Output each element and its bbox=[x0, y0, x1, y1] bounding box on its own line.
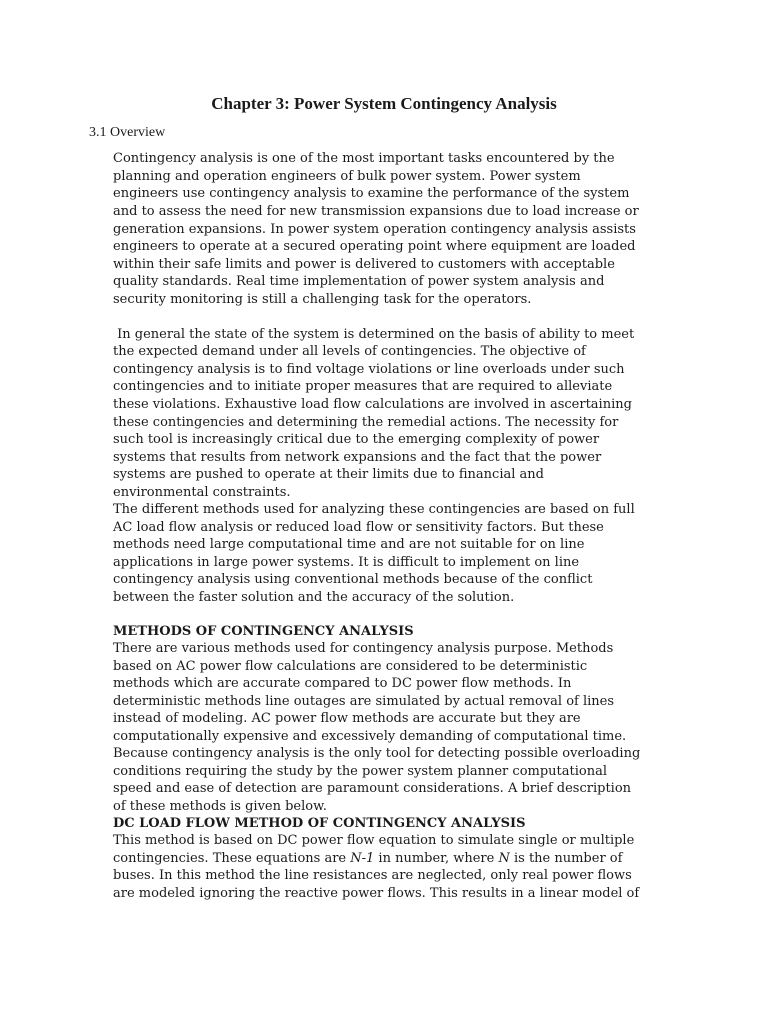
paragraph-line: security monitoring is still a challenging task for the operators. bbox=[113, 292, 532, 307]
paragraph-line: engineers to operate at a secured operating point where equipment are loaded bbox=[113, 239, 636, 254]
paragraph-line: This method is based on DC power flow equation to simulate single or multiple bbox=[113, 833, 635, 848]
paragraph-line: The different methods used for analyzing these contingencies are based on full bbox=[113, 502, 635, 517]
paragraph-line: generation expansions. In power system operation contingency analysis assists bbox=[113, 222, 636, 237]
paragraph-line bbox=[113, 850, 622, 868]
paragraph-line: within their safe limits and power is delivered to customers with acceptable bbox=[113, 257, 615, 272]
paragraph-line: engineers use contingency analysis to examine the performance of the system bbox=[113, 186, 630, 201]
paragraph-line: instead of modeling. AC power flow methods are accurate but they are bbox=[113, 711, 581, 726]
paragraph-line: conditions requiring the study by the power system planner computational bbox=[113, 764, 607, 779]
paragraph-line: environmental constraints. bbox=[113, 485, 291, 500]
chapter-title: Chapter 3: Power System Contingency Analysis bbox=[211, 94, 557, 113]
paragraph-line: quality standards. Real time implementation of power system analysis and bbox=[113, 274, 605, 289]
italic-term: N bbox=[498, 851, 510, 866]
paragraph-line: systems are pushed to operate at their limits due to financial and bbox=[113, 467, 544, 482]
paragraph-line: such tool is increasingly critical due to the emerging complexity of power bbox=[113, 432, 600, 447]
text-run: in number, where bbox=[374, 851, 499, 866]
text-run: contingencies. These equations are bbox=[113, 851, 351, 866]
paragraph-line: Contingency analysis is one of the most important tasks encountered by the bbox=[113, 151, 615, 166]
paragraph-line: these violations. Exhaustive load flow calculations are involved in ascertaining bbox=[113, 397, 632, 412]
paragraph-line: planning and operation engineers of bulk power system. Power system bbox=[113, 169, 581, 184]
paragraph-line: deterministic methods line outages are simulated by actual removal of lines bbox=[113, 694, 615, 709]
paragraph-line: based on AC power flow calculations are considered to be deterministic bbox=[113, 659, 588, 674]
paragraph-line: applications in large power systems. It is difficult to implement on line bbox=[113, 555, 580, 570]
paragraph-line: buses. In this method the line resistances are neglected, only real power flows bbox=[113, 868, 632, 883]
paragraph-line: computationally expensive and excessively demanding of computational time. bbox=[113, 729, 627, 744]
text-run: is the number of bbox=[509, 851, 623, 866]
dc-load-flow-heading: DC LOAD FLOW METHOD OF CONTINGENCY ANALYSIS bbox=[113, 816, 526, 831]
paragraph-line: are modeled ignoring the reactive power flows. This results in a linear model of bbox=[113, 886, 640, 901]
italic-term: N-1 bbox=[350, 851, 375, 866]
paragraph-line: contingency analysis is to find voltage violations or line overloads under such bbox=[113, 362, 625, 377]
paragraph-line: methods need large computational time and are not suitable for on line bbox=[113, 537, 585, 552]
paragraph-line: Because contingency analysis is the only tool for detecting possible overloading bbox=[113, 746, 641, 761]
paragraph-line: these contingencies and determining the remedial actions. The necessity for bbox=[113, 415, 619, 430]
paragraph-line: contingency analysis using conventional methods because of the conflict bbox=[113, 572, 593, 587]
paragraph-line: the expected demand under all levels of contingencies. The objective of bbox=[113, 344, 586, 359]
paragraph-line: In general the state of the system is determined on the basis of ability to meet bbox=[113, 327, 635, 342]
paragraph-line: methods which are accurate compared to DC power flow methods. In bbox=[113, 676, 572, 691]
paragraph-line: and to assess the need for new transmission expansions due to load increase or bbox=[113, 204, 639, 219]
paragraph-line: There are various methods used for contingency analysis purpose. Methods bbox=[113, 641, 614, 656]
section-heading: 3.1 Overview bbox=[89, 125, 166, 140]
paragraph-line: contingencies and to initiate proper measures that are required to alleviate bbox=[113, 379, 613, 394]
paragraph-line: systems that results from network expansions and the fact that the power bbox=[113, 450, 602, 465]
paragraph-line: speed and ease of detection are paramount considerations. A brief description bbox=[113, 781, 632, 796]
paragraph-line: of these methods is given below. bbox=[113, 799, 327, 814]
paragraph-line: between the faster solution and the accuracy of the solution. bbox=[113, 590, 515, 605]
methods-heading: METHODS OF CONTINGENCY ANALYSIS bbox=[113, 624, 414, 639]
paragraph-line: AC load flow analysis or reduced load flow or sensitivity factors. But these bbox=[113, 520, 604, 535]
